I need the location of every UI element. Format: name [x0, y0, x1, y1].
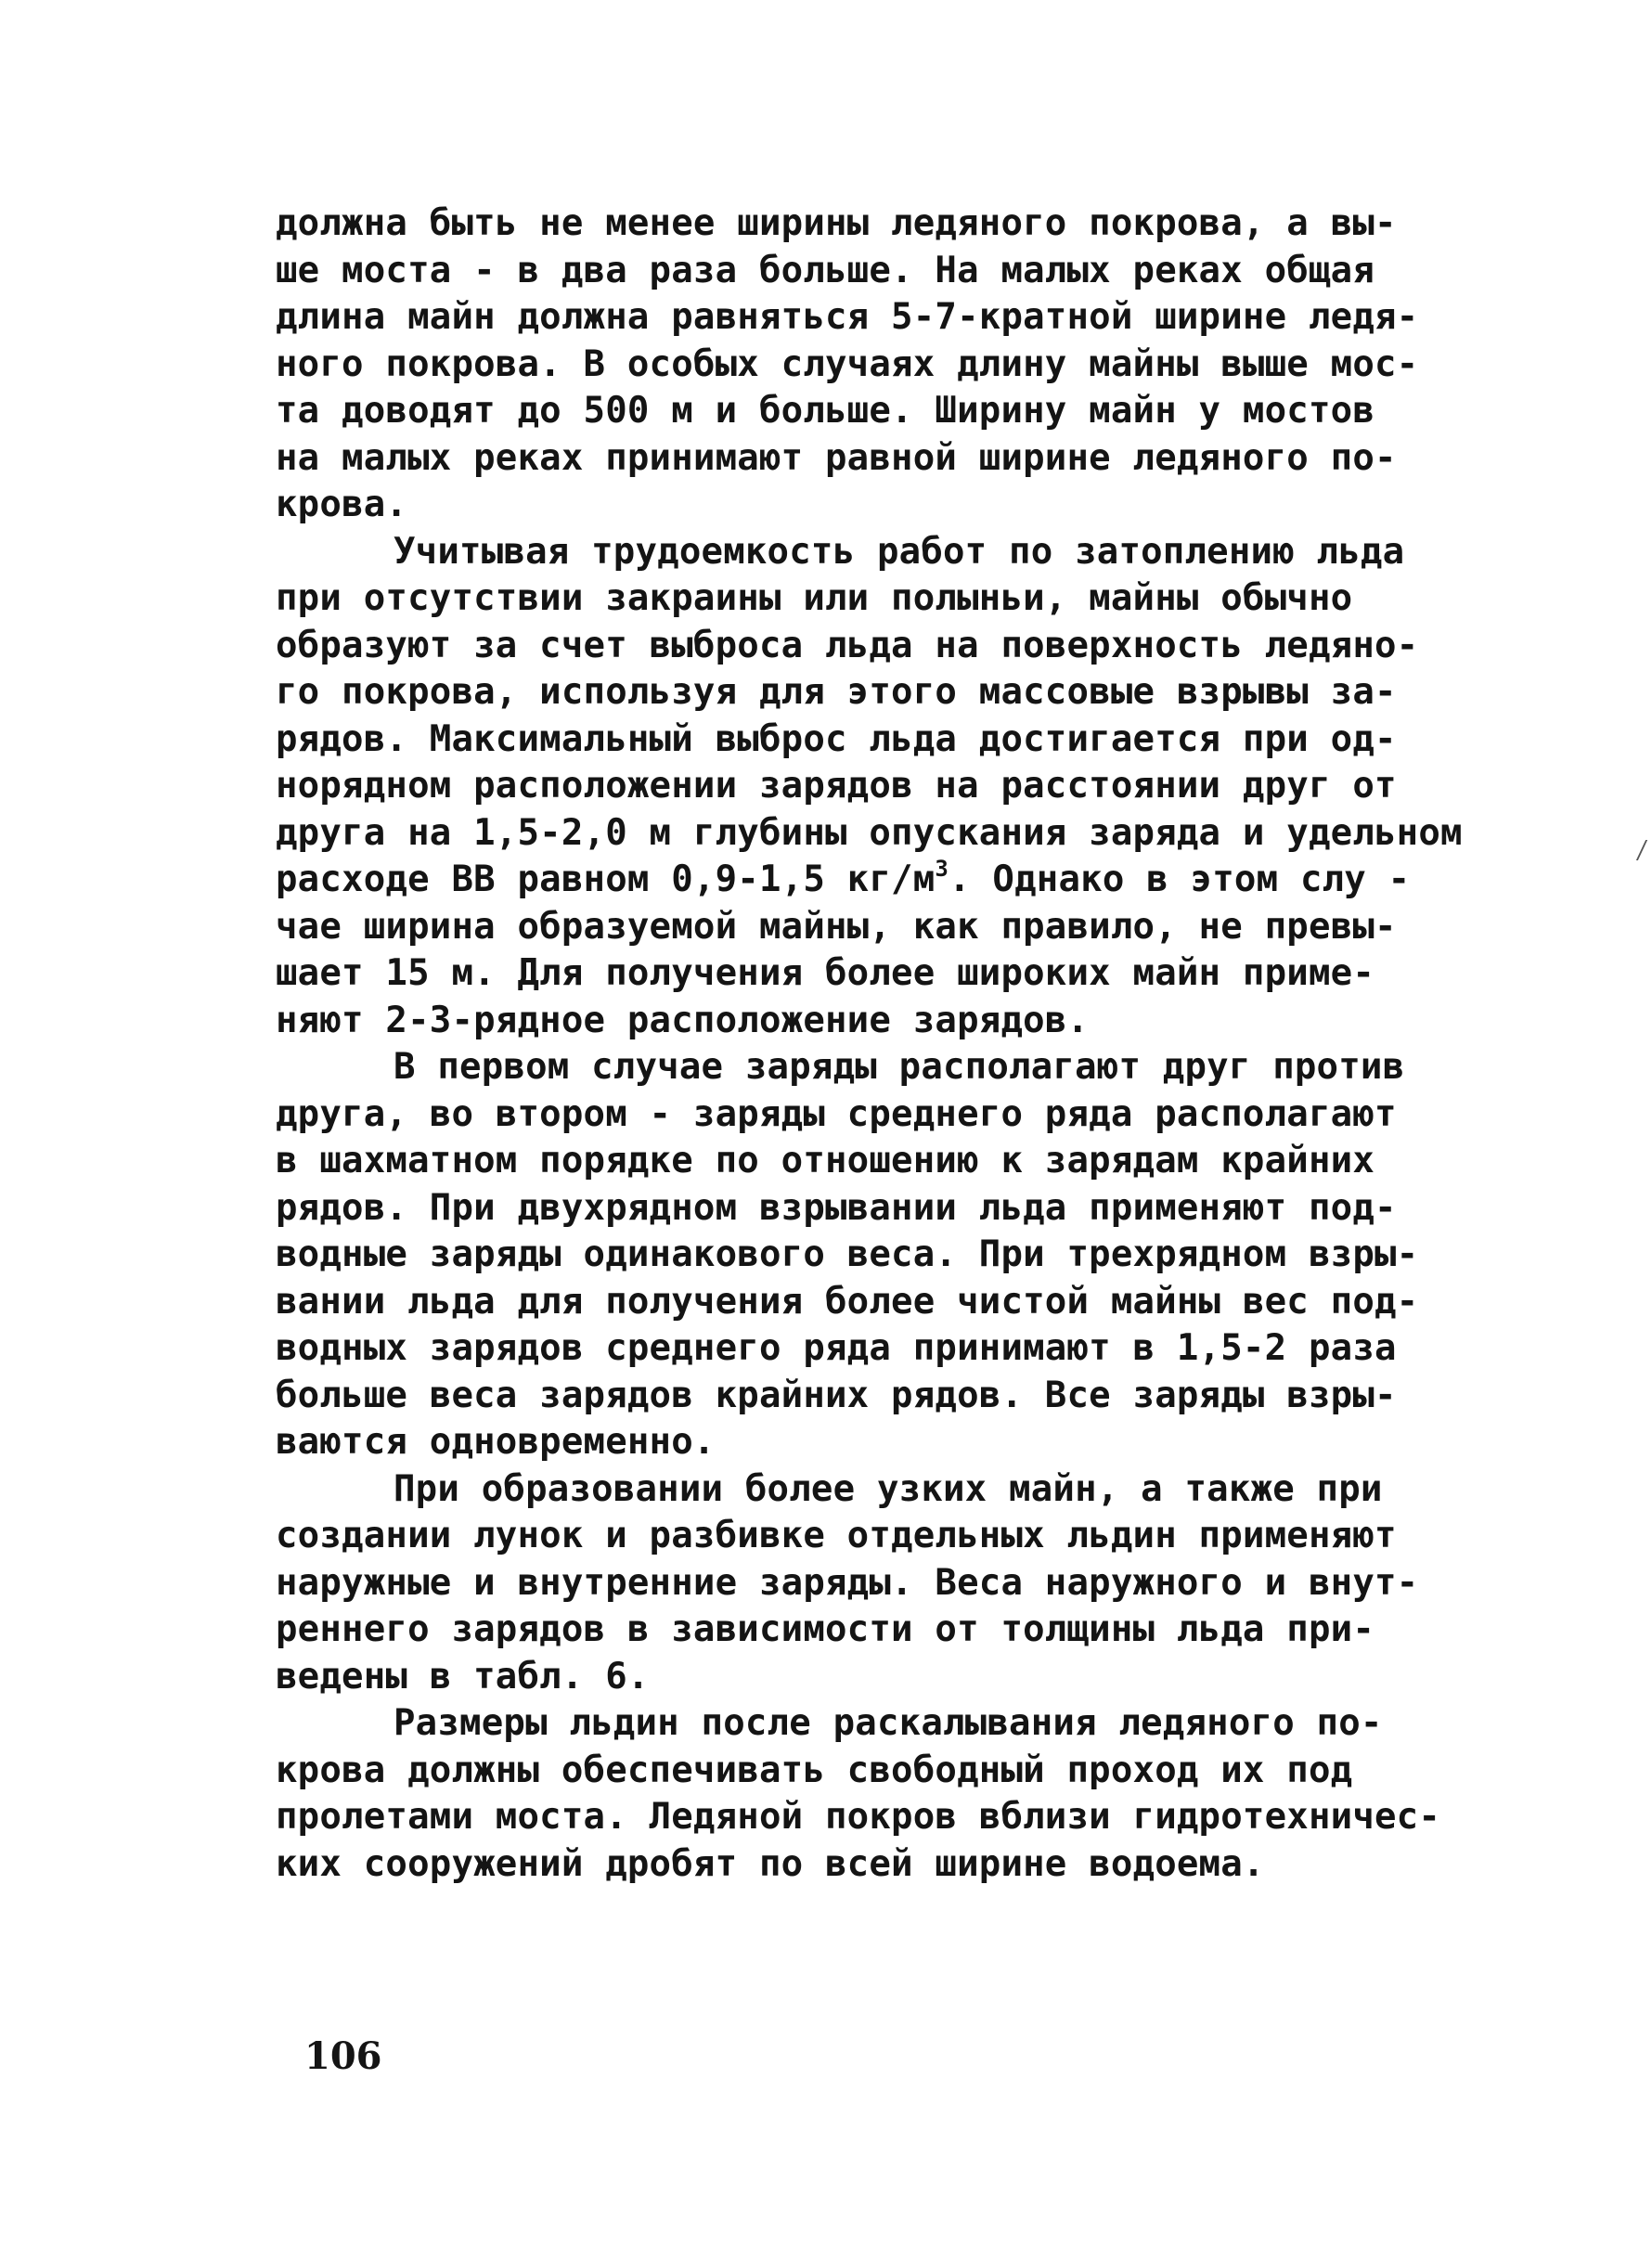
text-segment: . Однако в этом слу -	[949, 858, 1411, 900]
text-line: рядов. При двухрядном взрывании льда применяют под-	[276, 1186, 1397, 1229]
text-line: должна быть не менее ширины ледяного покрова, а вы-	[276, 202, 1397, 244]
text-line: вании льда для получения более чистой майны вес под-	[276, 1280, 1419, 1323]
text-line: при отсутствии закраины или полыньи, майны обычно	[276, 577, 1353, 619]
text-line: водные заряды одинакового веса. При трехрядном взры-	[276, 1233, 1419, 1275]
text-segment: расходе ВВ равном 0,9-1,5 кг/м	[276, 858, 936, 900]
text-line: При образовании более узких майн, а также при	[394, 1467, 1383, 1510]
text-line: в шахматном порядке по отношению к зарядам крайних	[276, 1140, 1375, 1181]
paragraph-4	[276, 1466, 1510, 1701]
text-line: шает 15 м. Для получения более широких майн приме-	[276, 952, 1375, 994]
text-line: наружные и внутренние заряды. Веса наружного и внут-	[276, 1561, 1419, 1604]
margin-mark	[1636, 840, 1652, 860]
text-line: няют 2-3-рядное расположение зарядов.	[276, 999, 1090, 1041]
text-line: та доводят до 500 м и больше. Ширину майн у мостов	[276, 390, 1375, 432]
paragraph-3	[276, 1044, 1510, 1466]
text-line: создании лунок и разбивке отдельных льдин применяют	[276, 1515, 1397, 1556]
text-line: В первом случае заряды располагают друг против	[394, 1046, 1405, 1088]
superscript: 3	[935, 856, 949, 882]
text-line: ваются одновременно.	[276, 1421, 716, 1463]
text-line: друга, во втором - заряды среднего ряда располагают	[276, 1092, 1397, 1135]
text-line: водных зарядов среднего ряда принимают в 1,5-2 раза	[276, 1327, 1397, 1369]
text-line: ного покрова. В особых случаях длину майны выше мос-	[276, 342, 1419, 385]
text-line: образуют за счет выброса льда на поверхность ледяно-	[276, 624, 1419, 666]
text-line: друга на 1,5-2,0 м глубины опускания заряда и удельном	[276, 811, 1463, 854]
text-line: на малых реках принимают равной ширине ледяного по-	[276, 436, 1397, 479]
paragraph-2	[276, 529, 1510, 1045]
paragraph-5	[276, 1700, 1510, 1888]
paragraph-1	[276, 200, 1510, 529]
text-line: Размеры льдин после раскалывания ледяного по-	[394, 1702, 1383, 1744]
text-line: реннего зарядов в зависимости от толщины льда при-	[276, 1608, 1375, 1650]
text-line: го покрова, используя для этого массовые взрывы за-	[276, 671, 1397, 713]
text-line: больше веса зарядов крайних рядов. Все заряды взры-	[276, 1374, 1397, 1416]
page-number: 106	[304, 2034, 382, 2078]
text-line: ше моста - в два раза больше. На малых реках общая	[276, 249, 1375, 291]
text-line: длина майн должна равняться 5-7-кратной ширине ледя-	[276, 296, 1419, 338]
body-text	[276, 200, 1510, 1888]
text-line: рядов. Максимальный выброс льда достигается при од-	[276, 717, 1397, 760]
text-line: норядном расположении зарядов на расстоянии друг от	[276, 765, 1397, 807]
text-line: пролетами моста. Ледяной покров вблизи гидротехничес-	[276, 1796, 1441, 1838]
text-line: ведены в табл. 6.	[276, 1655, 650, 1697]
text-line: крова.	[276, 484, 408, 525]
text-line: Учитывая трудоемкость работ по затоплению льда	[394, 530, 1405, 573]
text-line: крова должны обеспечивать свободный проход их под	[276, 1749, 1353, 1791]
text-line-with-superscript	[276, 857, 1510, 904]
text-line: ких сооружений дробят по всей ширине водоема.	[276, 1842, 1265, 1885]
text-line: чае ширина образуемой майны, как правило, не превы-	[276, 905, 1397, 948]
